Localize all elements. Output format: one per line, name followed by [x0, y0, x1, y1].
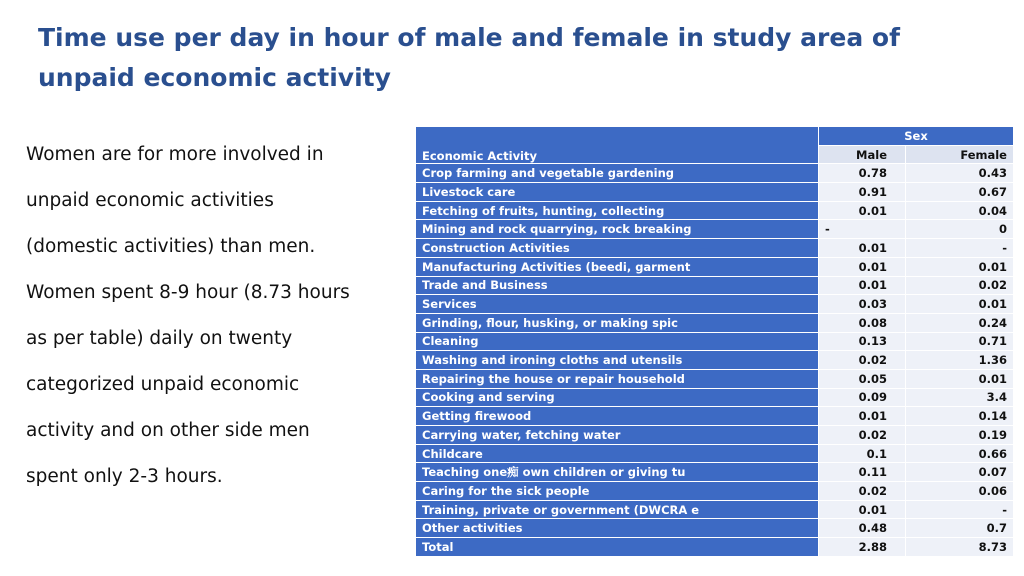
table-row: [416, 369, 1014, 388]
activity-cell: Mining and rock quarrying, rock breaking: [416, 220, 819, 239]
female-value-cell: 0.02: [906, 276, 1014, 295]
table-row: [416, 332, 1014, 351]
male-value-cell: 0.1: [819, 444, 906, 463]
male-value-cell: 0.03: [819, 295, 906, 314]
table-row: [416, 500, 1014, 519]
activity-cell: Trade and Business: [416, 276, 819, 295]
activity-cell: Teaching one痴 own children or giving tu: [416, 463, 819, 482]
table-header-row: [416, 127, 1014, 146]
male-value-cell: 0.08: [819, 313, 906, 332]
table-row: [416, 407, 1014, 426]
female-value-cell: 0.19: [906, 426, 1014, 445]
female-value-cell: 0.66: [906, 444, 1014, 463]
female-value-cell: 3.4: [906, 388, 1014, 407]
male-value-cell: 0.05: [819, 369, 906, 388]
male-value-cell: 0.02: [819, 482, 906, 501]
activity-cell: Services: [416, 295, 819, 314]
table-row: [416, 388, 1014, 407]
body-line: activity and on other side men: [26, 420, 310, 441]
table-row: [416, 444, 1014, 463]
activity-cell: Getting firewood: [416, 407, 819, 426]
female-value-cell: 0.06: [906, 482, 1014, 501]
female-value-cell: -: [906, 500, 1014, 519]
activity-cell: Other activities: [416, 519, 819, 538]
female-value-cell: 0.04: [906, 201, 1014, 220]
table-row: [416, 538, 1014, 557]
sex-column-header: Sex: [819, 127, 1014, 146]
activity-cell: Carrying water, fetching water: [416, 426, 819, 445]
female-value-cell: 0.7: [906, 519, 1014, 538]
female-value-cell: 0.01: [906, 295, 1014, 314]
activity-cell: Total: [416, 538, 819, 557]
female-value-cell: 0.14: [906, 407, 1014, 426]
table-row: [416, 295, 1014, 314]
female-value-cell: 0: [906, 220, 1014, 239]
male-value-cell: 0.48: [819, 519, 906, 538]
female-value-cell: -: [906, 239, 1014, 258]
activity-cell: Caring for the sick people: [416, 482, 819, 501]
female-value-cell: 0.67: [906, 183, 1014, 202]
table-row: [416, 276, 1014, 295]
female-value-cell: 0.01: [906, 369, 1014, 388]
table-row: [416, 257, 1014, 276]
activity-cell: Grinding, flour, husking, or making spic: [416, 313, 819, 332]
activity-cell: Crop farming and vegetable gardening: [416, 164, 819, 183]
male-value-cell: 0.09: [819, 388, 906, 407]
activity-column-header: Economic Activity: [416, 127, 819, 164]
female-value-cell: 8.73: [906, 538, 1014, 557]
table-row: [416, 164, 1014, 183]
female-column-header: Female: [906, 145, 1014, 164]
table-row: [416, 463, 1014, 482]
male-value-cell: 0.02: [819, 426, 906, 445]
male-value-cell: 2.88: [819, 538, 906, 557]
table-row: [416, 351, 1014, 370]
male-value-cell: 0.01: [819, 276, 906, 295]
table-row: [416, 201, 1014, 220]
body-line: unpaid economic activities: [26, 190, 274, 211]
table-row: [416, 220, 1014, 239]
male-value-cell: 0.11: [819, 463, 906, 482]
body-text: [26, 132, 396, 500]
body-line: as per table) daily on twenty: [26, 328, 293, 349]
slide-title: Time use per day in hour of male and female in study area of unpaid economic activity: [38, 23, 900, 92]
male-value-cell: 0.01: [819, 239, 906, 258]
body-line: (domestic activities) than men.: [26, 236, 316, 257]
table-row: [416, 239, 1014, 258]
activity-cell: Cleaning: [416, 332, 819, 351]
activity-cell: Repairing the house or repair household: [416, 369, 819, 388]
male-value-cell: 0.02: [819, 351, 906, 370]
activity-cell: Washing and ironing cloths and utensils: [416, 351, 819, 370]
time-use-table: [415, 126, 1014, 557]
table-row: [416, 183, 1014, 202]
table-row: [416, 426, 1014, 445]
activity-cell: Manufacturing Activities (beedi, garment: [416, 257, 819, 276]
male-value-cell: 0.78: [819, 164, 906, 183]
male-value-cell: 0.01: [819, 500, 906, 519]
activity-cell: Construction Activities: [416, 239, 819, 258]
male-column-header: Male: [819, 145, 906, 164]
activity-cell: Fetching of fruits, hunting, collecting: [416, 201, 819, 220]
activity-cell: Cooking and serving: [416, 388, 819, 407]
table-row: [416, 482, 1014, 501]
body-line: Women spent 8-9 hour (8.73 hours: [26, 282, 350, 303]
male-value-cell: 0.91: [819, 183, 906, 202]
male-value-cell: 0.01: [819, 201, 906, 220]
male-value-cell: 0.01: [819, 257, 906, 276]
body-line: categorized unpaid economic: [26, 374, 300, 395]
female-value-cell: 1.36: [906, 351, 1014, 370]
activity-cell: Livestock care: [416, 183, 819, 202]
body-line: spent only 2-3 hours.: [26, 466, 223, 487]
body-line: Women are for more involved in: [26, 144, 324, 165]
female-value-cell: 0.07: [906, 463, 1014, 482]
female-value-cell: 0.24: [906, 313, 1014, 332]
male-value-cell: 0.01: [819, 407, 906, 426]
male-value-cell: -: [819, 220, 906, 239]
female-value-cell: 0.01: [906, 257, 1014, 276]
table-row: [416, 313, 1014, 332]
table-row: [416, 519, 1014, 538]
male-value-cell: 0.13: [819, 332, 906, 351]
female-value-cell: 0.43: [906, 164, 1014, 183]
female-value-cell: 0.71: [906, 332, 1014, 351]
activity-cell: Training, private or government (DWCRA e: [416, 500, 819, 519]
activity-cell: Childcare: [416, 444, 819, 463]
